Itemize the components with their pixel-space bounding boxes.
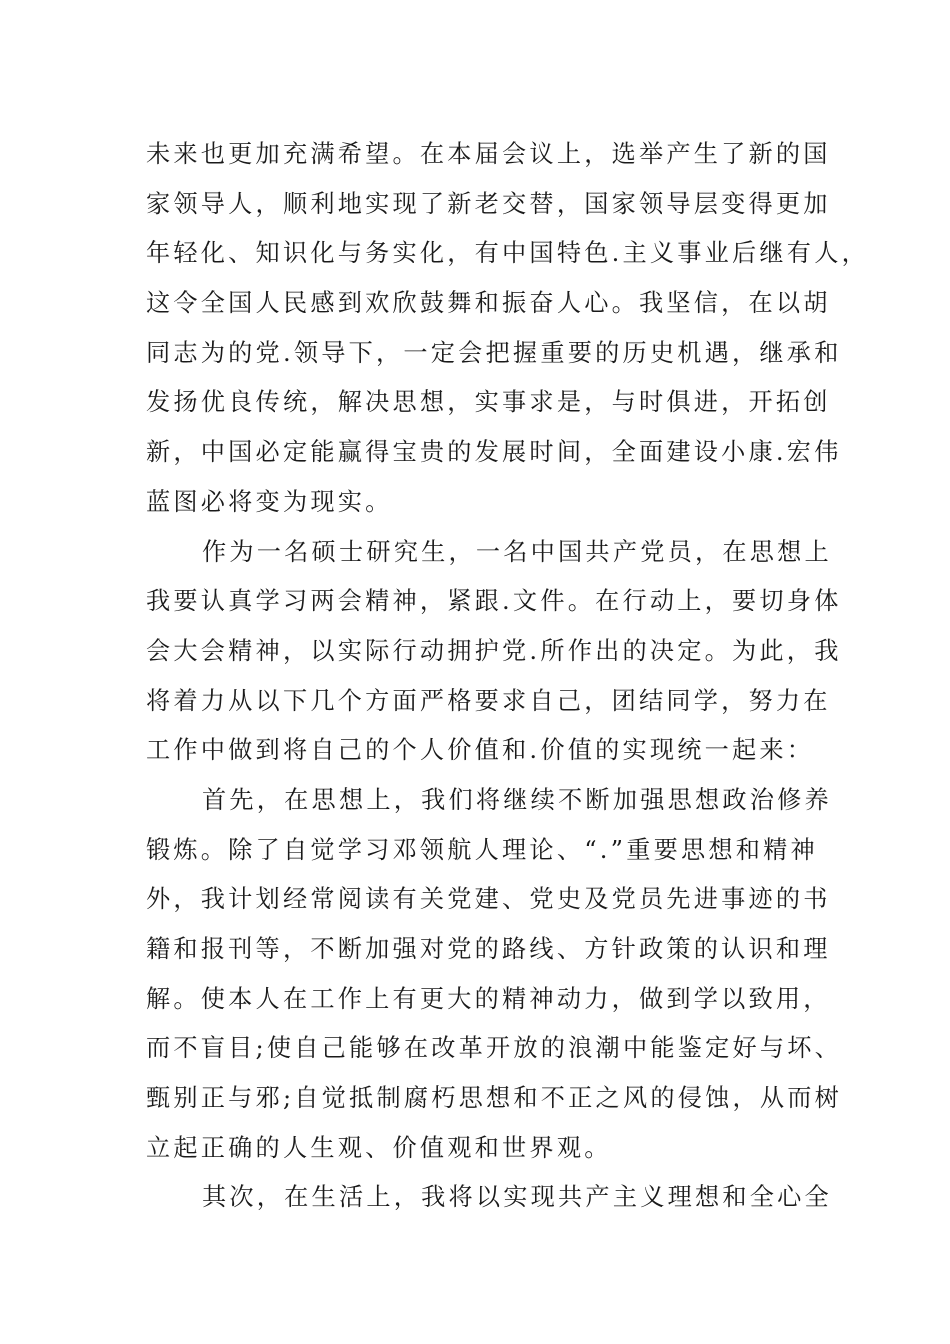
text-line: 甄别正与邪;自觉抵制腐朽思想和不正之风的侵蚀，从而树 [146, 1084, 843, 1113]
document-body [146, 130, 869, 1223]
paragraph-first-line: 其次，在生活上，我将以实现共产主义理想和全心全 [202, 1183, 832, 1212]
text-line: 将着力从以下几个方面严格要求自己，团结同学，努力在 [146, 686, 831, 715]
paragraph-first-line: 首先，在思想上，我们将继续不断加强思想政治修养 [202, 785, 832, 814]
text-line: 家领导人，顺利地实现了新老交替，国家领导层变得更加 [146, 189, 831, 218]
text-line: 立起正确的人生观、价值观和世界观。 [146, 1133, 612, 1162]
text-line: 同志为的党.领导下，一定会把握重要的历史机遇，继承和 [146, 338, 842, 367]
text-line: 发扬优良传统，解决思想，实事求是，与时俱进，开拓创 [146, 388, 831, 417]
text-line: 我要认真学习两会精神，紧跟.文件。在行动上，要切身体 [146, 587, 842, 616]
text-line: 锻炼。除了自觉学习邓领航人理论、“.”重要思想和精神 [146, 835, 818, 864]
text-line: 蓝图必将变为现实。 [146, 487, 393, 516]
text-line: 新，中国必定能赢得宝贵的发展时间，全面建设小康.宏伟 [146, 438, 842, 467]
text-line: 这令全国人民感到欢欣鼓舞和振奋人心。我坚信，在以胡 [146, 289, 831, 318]
text-line: 未来也更加充满希望。在本届会议上，选举产生了新的国 [146, 140, 831, 168]
text-line: 外，我计划经常阅读有关党建、党史及党员先进事迹的书 [146, 885, 831, 914]
text-line: 工作中做到将自己的个人价值和.价值的实现统一起来： [146, 736, 815, 765]
text-line: 籍和报刊等，不断加强对党的路线、方针政策的认识和理 [146, 935, 831, 963]
text-line: 解。使本人在工作上有更大的精神动力，做到学以致用， [146, 984, 831, 1013]
text-line: 而不盲目;使自己能够在改革开放的浪潮中能鉴定好与坏、 [146, 1034, 843, 1063]
text-line: 年轻化、知识化与务实化，有中国特色.主义事业后继有人， [146, 239, 869, 268]
text-line: 会大会精神，以实际行动拥护党.所作出的决定。为此，我 [146, 636, 842, 665]
paragraph-first-line: 作为一名硕士研究生，一名中国共产党员，在思想上 [202, 537, 832, 566]
